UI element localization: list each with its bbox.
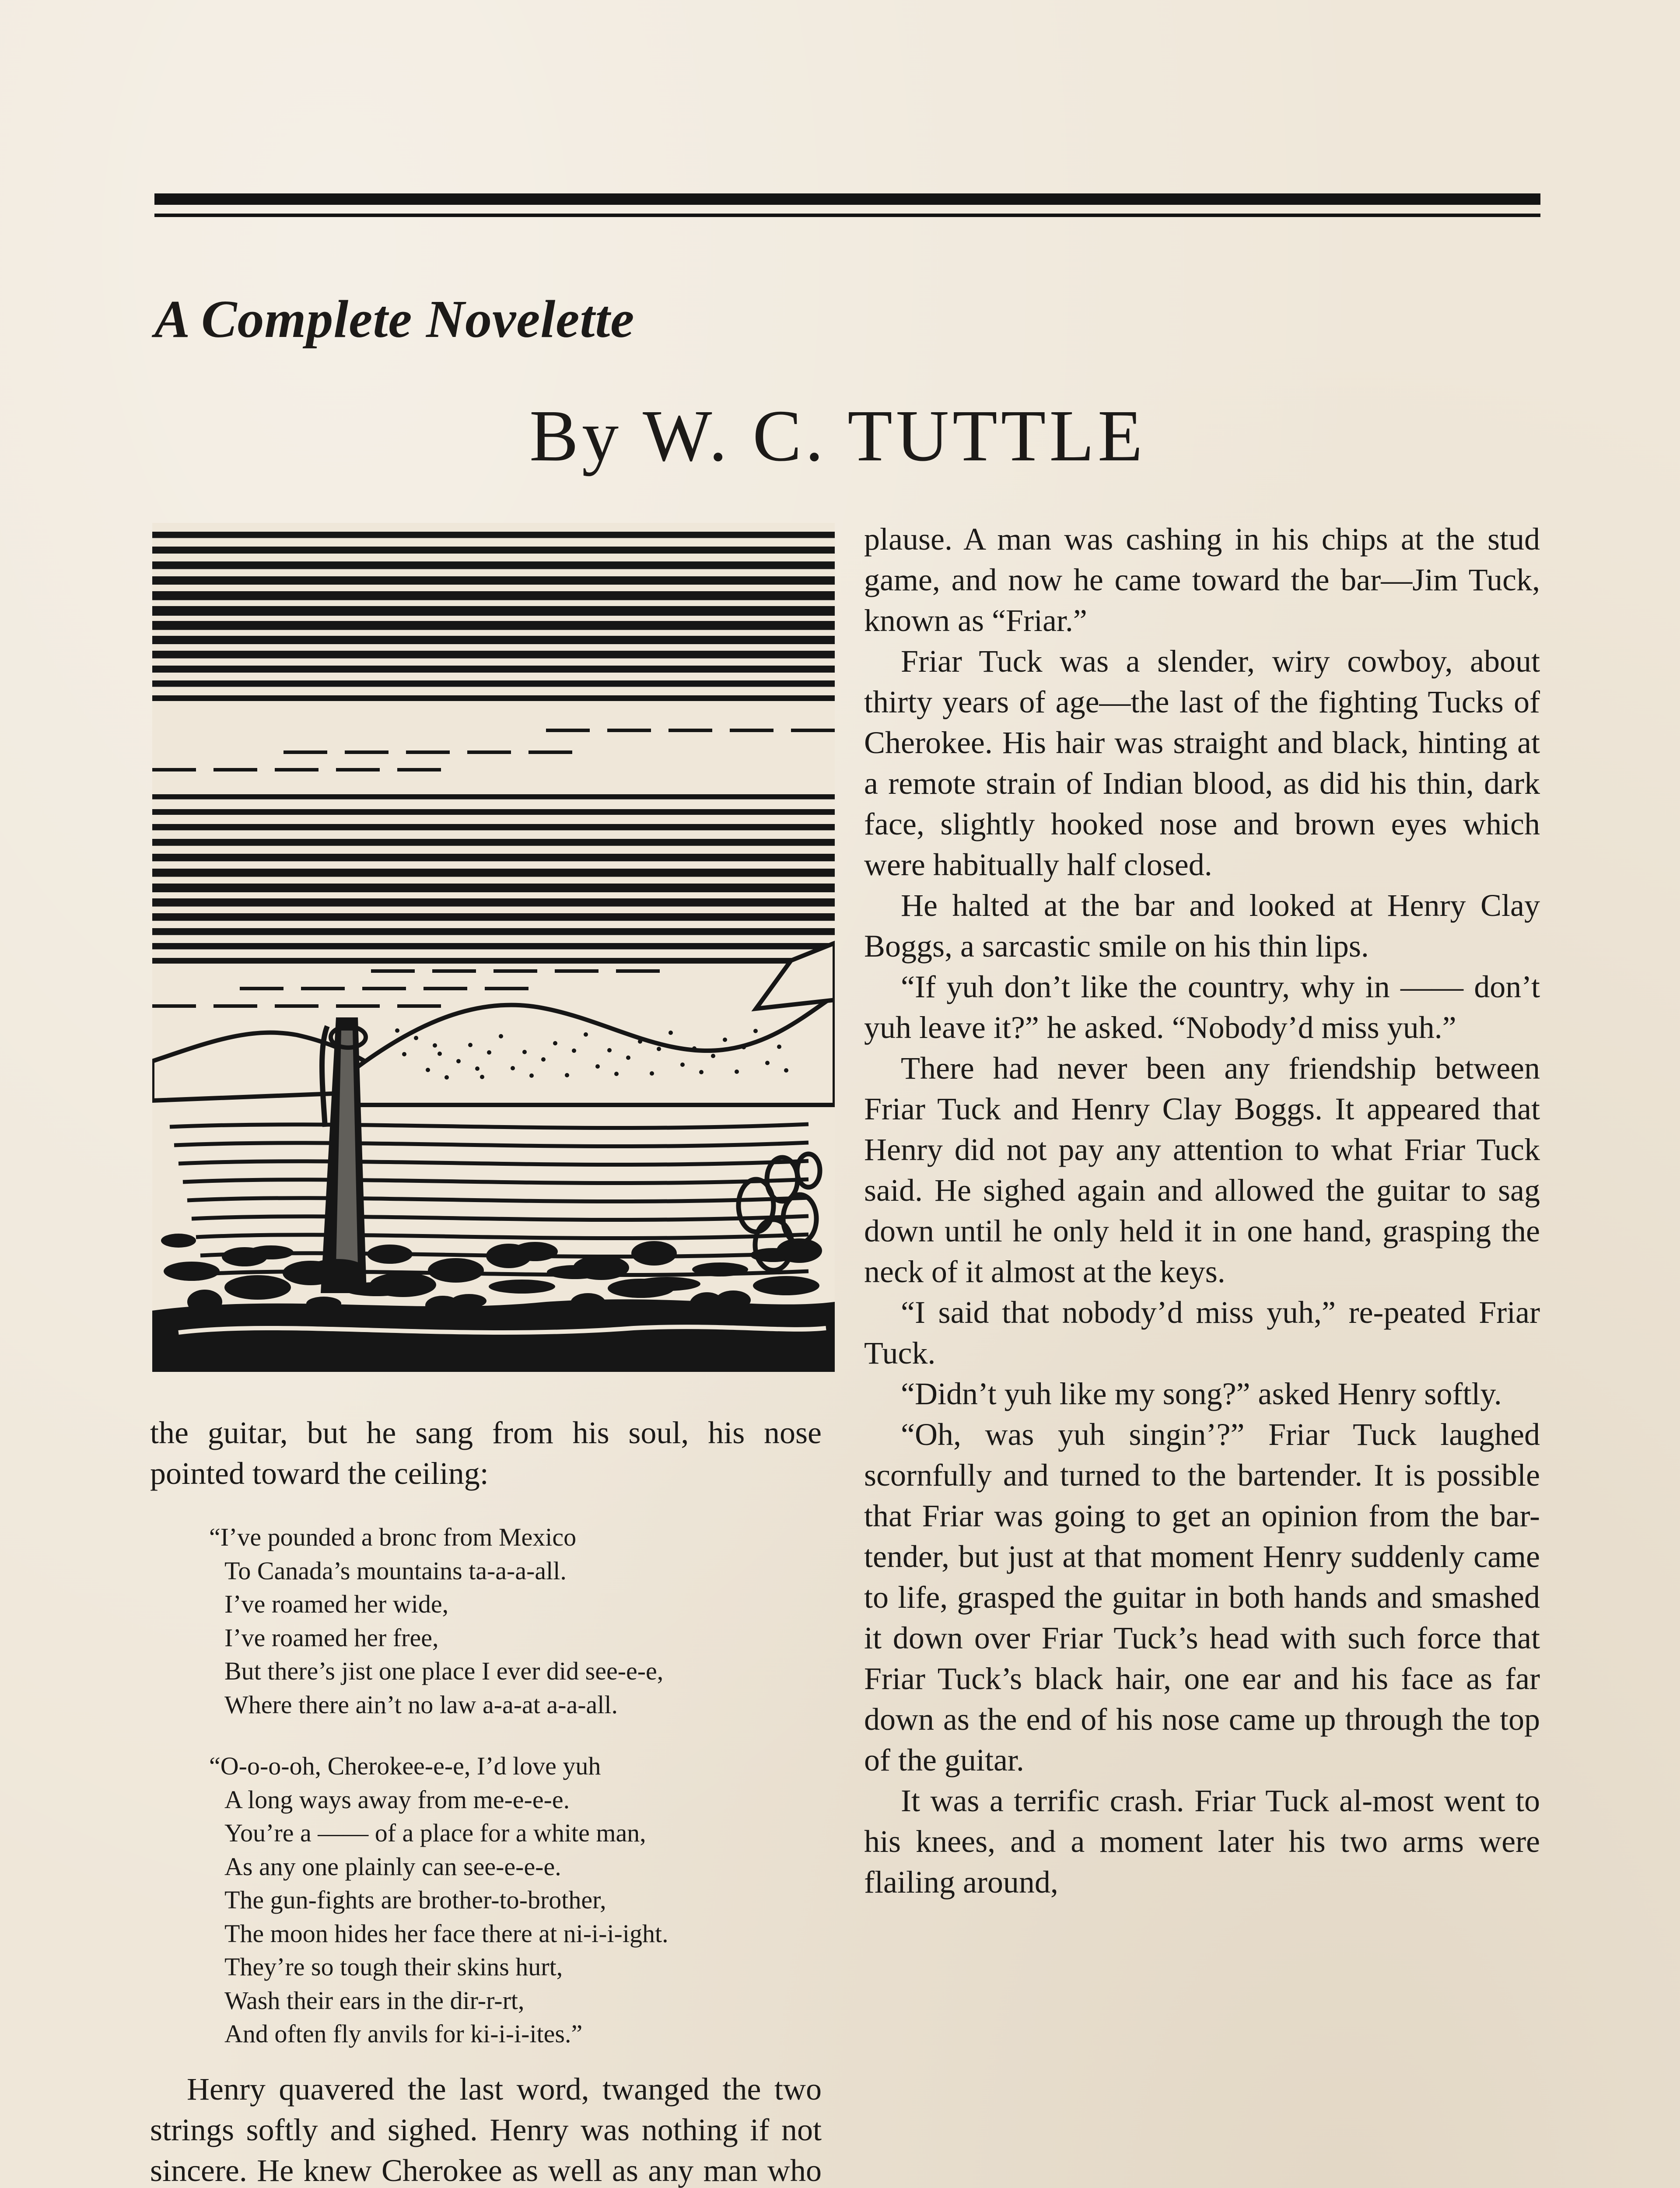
poem-line: “I’ve pounded a bronc from Mexico (209, 1523, 577, 1551)
paragraph: plause. A man was cashing in his chips at the stud game, and now he came toward the bar—Jim Tuck, known as “Friar.” (864, 522, 1540, 638)
paragraph: Henry quavered the last word, twanged the two strings softly and sighed. Henry was nothing if not sincere. He knew Cherokee as well as any man who (150, 2072, 822, 2188)
poem-stanza-1 (209, 1521, 830, 1722)
paragraph: He halted at the bar and looked at Henry Clay Boggs, a sarcastic smile on his thin lips. (864, 888, 1540, 964)
poem-line: You’re a —— of a place for a white man, (224, 1819, 646, 1847)
paragraph: “Oh, was yuh singin’?” Friar Tuck laughed scornfully and turned to the bartender. It is possible that Friar was going to get an opinion from the bar-tender, but just at that moment Henry suddenly came to life, grasped the guitar in both hands and smashed it down over Friar Tuck’s head with such force that Friar Tuck’s black hair, one ear and his face as far down as the end of his nose came up through the top of the guitar. (864, 1417, 1540, 1778)
poem-line: “O-o-o-oh, Cherokee-e-e, I’d love yuh (209, 1752, 601, 1780)
poem-line: Where there ain’t no law a-a-at a-a-all. (224, 1690, 618, 1719)
header-rule-thick (154, 193, 1540, 205)
poem-line: The gun-fights are brother-to-brother, (224, 1886, 606, 1914)
paragraph: “Didn’t yuh like my song?” asked Henry softly. (901, 1376, 1502, 1411)
poem-line: I’ve roamed her wide, (224, 1590, 449, 1618)
poem-stanza-2 (209, 1750, 830, 2051)
right-column (864, 519, 1540, 1903)
header-rule-thin (154, 214, 1540, 217)
poem-line: To Canada’s mountains ta-a-a-all. (224, 1556, 567, 1585)
paragraph: Friar Tuck was a slender, wiry cowboy, about thirty years of age—the last of the fighting Tucks of Cherokee. His hair was straight and black, hinting at a remote strain of Indian blood, as did his thin, dark face, slightly hooked nose and brown eyes which were habitually half closed. (864, 644, 1540, 882)
poem-line: Wash their ears in the dir-r-rt, (224, 1986, 525, 2015)
poem-line: But there’s jist one place I ever did see-e-e, (224, 1657, 664, 1685)
paragraph: There had never been any friendship between Friar Tuck and Henry Clay Boggs. It appeared that Henry did not pay any attention to what Friar Tuck said. He sighed again and allowed the guitar to sag down until he only held it in one hand, grasping the neck of it almost at the keys. (864, 1051, 1540, 1289)
poem-line: They’re so tough their skins hurt, (224, 1953, 563, 1981)
poem-line: And often fly anvils for ki-i-i-ites.” (224, 2020, 583, 2048)
byline: By W. C. TUTTLE (529, 395, 1146, 477)
left-column-after-poem (150, 2069, 822, 2188)
poem-line: A long ways away from me-e-e-e. (224, 1785, 570, 1814)
paragraph: “I said that nobody’d miss yuh,” re-peated Friar Tuck. (864, 1295, 1540, 1371)
paragraph: “If yuh don’t like the country, why in —— don’t yuh leave it?” he asked. “Nobody’d miss yuh.” (864, 969, 1540, 1045)
poem-line: I’ve roamed her free, (224, 1623, 439, 1652)
poem-line: The moon hides her face there at ni-i-i-ight. (224, 1919, 668, 1948)
paragraph: It was a terrific crash. Friar Tuck al-most went to his knees, and a moment later his two arms were flailing around, (864, 1783, 1540, 1900)
woodcut-landscape-illustration (152, 523, 835, 1372)
kicker-title: A Complete Novelette (154, 290, 635, 349)
left-column-intro (150, 1413, 822, 1494)
poem-line: As any one plainly can see-e-e-e. (224, 1852, 561, 1881)
paragraph: the guitar, but he sang from his soul, his nose pointed toward the ceiling: (150, 1415, 822, 1491)
